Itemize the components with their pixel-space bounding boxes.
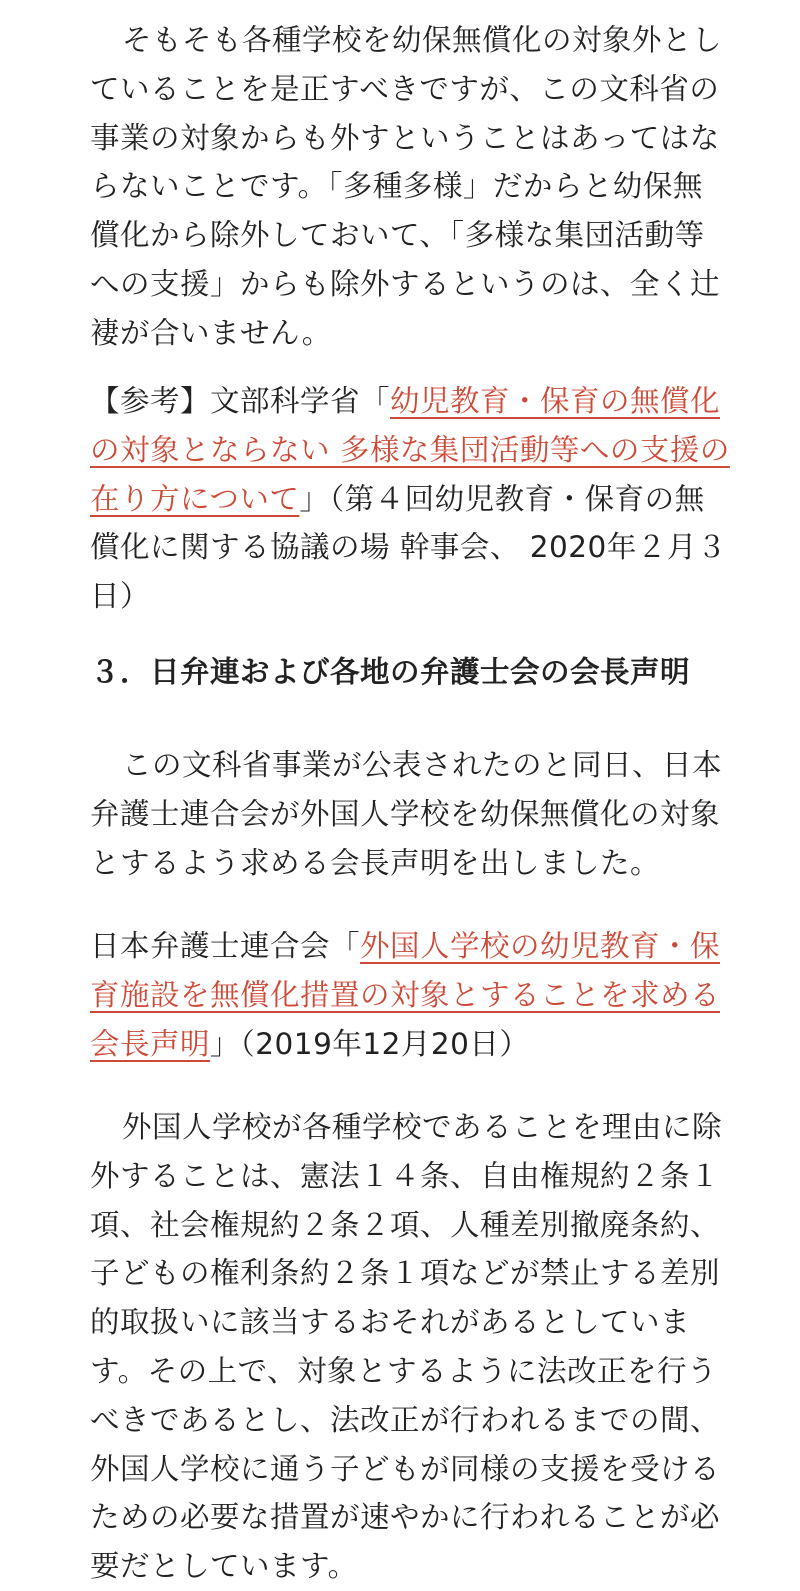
section-heading: ３．日弁連および各地の弁護士会の会長声明: [90, 655, 691, 689]
text-line: とするよう求める会長声明を出しました。: [90, 845, 661, 880]
reference-line: [90, 426, 730, 475]
text-line: そもそも各種学校を幼保無償化の対象外とし: [122, 23, 723, 57]
reference-line: [90, 377, 730, 426]
jfba-statement-link[interactable]: 会長声明: [90, 1026, 211, 1061]
text-line: 事業の対象からも外すということはあってはな: [90, 120, 720, 155]
mext-document-link[interactable]: 幼児教育・保育の無償化: [390, 384, 721, 418]
text-line: べきであるとし、法改正が行われるまでの間、: [90, 1402, 721, 1437]
reference-suffix: 」（第４回幼児教育・保育の無: [299, 481, 705, 516]
paragraph-discrimination: [90, 1103, 730, 1591]
mext-document-link[interactable]: の対象とならない 多様な集団活動等への支援の: [90, 432, 730, 467]
jfba-statement-link[interactable]: 育施設を無償化措置の対象とすることを求める: [90, 977, 721, 1012]
reference-line: [90, 1020, 730, 1069]
text-line: 項、社会権規約２条２項、人種差別撤廃条約、: [90, 1207, 721, 1242]
paragraph-jfba-statement: [90, 741, 730, 887]
text-line: ための必要な措置が速やかに行われることが必: [90, 1500, 721, 1535]
reference-line: [90, 475, 730, 524]
reference-line: 償化に関する協議の場 幹事会、 2020年２月３: [90, 530, 727, 565]
mext-document-link[interactable]: 在り方について: [90, 481, 300, 516]
reference-jfba: [90, 922, 730, 1068]
text-line: 外することは、憲法１４条、自由権規約２条１: [90, 1158, 721, 1193]
text-line: 褄が合いません。: [90, 315, 332, 350]
text-line: 要だとしています。: [90, 1549, 358, 1584]
text-line: この文科省事業が公表されたのと同日、日本: [122, 748, 723, 782]
text-line: 外国人学校が各種学校であることを理由に除: [122, 1110, 723, 1144]
text-line: 子どもの権利条約２条１項などが禁止する差別: [90, 1256, 721, 1291]
jfba-statement-link[interactable]: 外国人学校の幼児教育・保: [360, 929, 721, 963]
text-line: 外国人学校に通う子どもが同様の支援を受ける: [90, 1451, 721, 1486]
text-line: への支援」からも除外するというのは、全く辻: [90, 266, 721, 301]
reference-mext: [90, 377, 730, 621]
text-line: 償化から除外しておいて、「多様な集団活動等: [90, 218, 705, 253]
text-line: 的取扱いに該当するおそれがあるとしていま: [90, 1305, 691, 1340]
reference-suffix: 」（2019年12月20日）: [210, 1026, 530, 1061]
reference-prefix: 日本弁護士連合会「: [90, 929, 361, 963]
text-line: す。その上で、対象とするように法改正を行う: [90, 1353, 718, 1388]
reference-prefix: 【参考】文部科学省「: [90, 384, 391, 418]
reference-line: [90, 922, 730, 971]
reference-line: [90, 971, 730, 1020]
text-line: らないことです。「多種多様」だからと幼保無: [90, 169, 703, 204]
reference-line: 日）: [90, 579, 151, 614]
paragraph-exclusion-criticism: [90, 16, 730, 358]
text-line: 弁護士連合会が外国人学校を幼保無償化の対象: [90, 796, 721, 831]
text-line: ていることを是正すべきですが、この文科省の: [90, 71, 720, 106]
